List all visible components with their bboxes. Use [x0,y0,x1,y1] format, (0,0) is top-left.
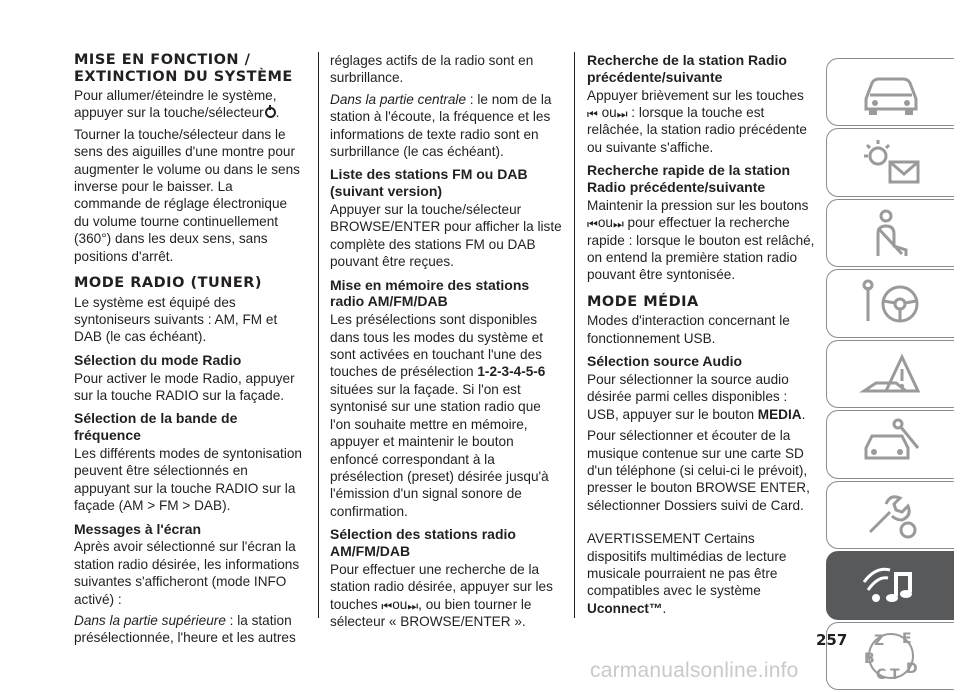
para-memoire [330,311,562,520]
para-liste: Appuyer sur la touche/sélecteur BROWSE/ENTER pour afficher la liste complète des stations FM ou DAB pouvant être reçues. [330,202,562,270]
heading-messages: Messages à l'écran [74,520,202,537]
sel-ou: ou [392,596,408,612]
column-divider-2 [574,52,575,618]
tab-maintenance[interactable] [826,410,954,478]
partie-superieure-label: Dans la partie supérieure [74,613,226,629]
rech-text-b: : lorsque la touche est relâchée, la station radio précédente ou suivante s'affiche. [587,105,807,155]
rech-ou: ou [601,105,617,120]
heading-recherche: Recherche de la station Radio précédente/suivante [587,52,787,85]
para-tourner: Tourner la touche/sélecteur dans le sens des aiguilles d'une montre pour augmenter le volume ou dans le sens inverse pour le baisser. La commande de réglage électronique du volume tourne continuellement (360°) dans les deux sens, sans positions d'arrêt. [74,126,300,264]
power-knob-icon [265,107,276,118]
para-partie-centrale [330,91,562,161]
para-avertissement [587,530,815,617]
tab-multimedia[interactable] [826,551,954,619]
chapter-tabs [826,58,956,692]
steering-wheel-key-icon [856,277,926,331]
heading-recherche-rapide: Recherche rapide de la station Radio précédente/suivante [587,162,791,196]
alphabet-index-icon [856,629,926,683]
tab-emergency[interactable] [826,340,954,408]
car-front-icon [856,65,926,119]
sel-text-a: Pour effectuer une recherche de la station radio désirée, appuyer sur les touches [330,561,553,612]
index-letter-b: B [863,650,875,667]
heading-selection-bande: Sélection de la bande de fréquence [74,410,238,444]
rapide-text-b: pour effectuer la recherche rapide : lorsque le bouton est relâché, on entend la première station radio pouvant être syntonisée. [587,215,815,283]
tab-technical[interactable] [826,481,954,549]
para-recherche-rapide [587,197,815,284]
para-selection-mode: Pour activer le mode Radio, appuyer sur la touche RADIO sur la façade. [74,370,295,403]
para-allumer-end: . [275,105,280,121]
heading-source-audio: Sélection source Audio [587,353,743,370]
heading-mode-media: MODE MÉDIA [587,293,699,310]
index-letter-e: E [901,630,912,647]
index-letter-d: D [905,660,918,677]
para-ecouter: Pour sélectionner et écouter de la musique contenue sur une carte SD d'un téléphone (si celui-ci le prévoit), presser le bouton BROWSE ENTER, sélectionner Dossiers suivi de Card. [587,428,810,513]
tab-warnings[interactable] [826,128,954,196]
next-track-icon: ⏭ [612,217,624,232]
avert-text-a: AVERTISSEMENT Certains dispositifs multimédias de lecture musicale pourraient ne pas être compatibles avec le système [587,531,787,599]
tab-safety[interactable] [826,199,954,267]
car-service-icon [856,418,926,472]
rapide-text-a: Maintenir la pression sur les boutons [587,197,809,213]
multimedia-icon [856,558,926,612]
index-letter-t: T [889,666,900,683]
prev-track-icon: ⏮ [381,598,393,613]
prev-track-icon: ⏮ [587,107,598,121]
column-1 [74,52,302,651]
para-partie-superieure [74,612,302,647]
tab-vehicle[interactable] [826,58,954,126]
para-radio: Le système est équipé des syntoniseurs suivants : AM, FM et DAB (le cas échéant). [74,294,278,345]
para-selection-stations [330,561,562,631]
heading-mode-radio: MODE RADIO (TUNER) [74,275,263,292]
memoire-text-a: Les présélections sont disponibles dans tous les modes du système et sont activées en touchant l'une des touches de présélection [330,312,544,380]
para-allumer-text: Pour allumer/éteindre le système, appuyer sur la touche/sélecteur [74,88,277,121]
prev-track-icon: ⏮ [587,217,598,232]
para-media: Modes d'interaction concernant le fonctionnement USB. [587,313,790,346]
para-bande: Les différents modes de syntonisation peuvent être sélectionnés en appuyant sur la touche RADIO sur la façade (AM > FM > DAB). [74,445,302,514]
heading-liste-stations: Liste des stations FM ou DAB (suivant version) [330,166,528,200]
memoire-text-c: situées sur la façade. Si l'on est syntonisé sur une station radio que l'on souhaite mettre en mémoire, appuyer et maintenir le bouton enfoncé correspondant à la présélection (preset) désirée jusqu'à l'émission d'un signal sonore de confirmation. [330,381,549,519]
sun-message-icon [856,136,926,190]
next-track-icon: ⏭ [616,107,628,121]
partie-centrale-label: Dans la partie centrale [330,91,467,107]
watermark: carmanualsonline.info [590,659,799,682]
uconnect-brand: Uconnect™ [587,600,663,616]
para-messages: Après avoir sélectionné sur l'écran la station radio désirée, les informations suivantes s'afficheront (mode INFO activé) : [74,539,300,607]
para-source [587,371,815,423]
column-3 [587,52,815,621]
source-text-c: . [801,406,806,422]
next-track-icon: ⏭ [407,598,419,613]
wrench-gear-icon [856,488,926,542]
para-recherche [587,87,815,157]
warning-triangle-car-icon [856,347,926,401]
para-allumer [74,87,302,122]
rech-text-a: Appuyer brièvement sur les touches [587,87,804,103]
partie-centrale-text: : le nom de la station à l'écoute, la fréquence et les informations de texte radio sont en surbrillance (le cas échéant). [330,91,552,160]
partie-superieure-text: : la station présélectionnée, l'heure et les autres [74,613,296,646]
heading-mise-en-fonction: MISE EN FONCTION / EXTINCTION DU SYSTÈME [74,52,293,85]
seat-belt-icon [856,206,926,260]
avert-text-c: . [662,600,667,616]
para-reglages: réglages actifs de la radio sont en surbrillance. [330,53,534,86]
heading-selection-stations: Sélection des stations radio AM/FM/DAB [330,526,516,559]
column-divider-1 [318,52,319,618]
source-text-a: Pour sélectionner la source audio désirée parmi celles disponibles : USB, appuyer sur le bouton [587,371,789,422]
page-number: 257 [816,631,848,649]
column-2 [330,52,562,634]
index-letter-z: Z [873,632,884,649]
heading-memoire: Mise en mémoire des stations radio AM/FM/DAB [330,276,530,310]
media-key: MEDIA [757,406,802,422]
heading-selection-mode-radio: Sélection du mode Radio [74,351,242,368]
sel-text-b: , ou bien tourner le sélecteur « BROWSE/ENTER ». [330,596,532,629]
tab-driving[interactable] [826,269,954,337]
preset-keys: 1-2-3-4-5-6 [477,364,546,380]
index-letter-c: C [875,666,886,683]
rapide-ou: ou [597,215,613,231]
